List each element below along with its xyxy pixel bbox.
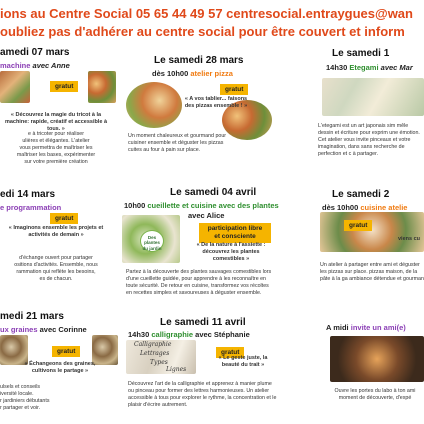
- event2-price-badge: gratut: [220, 84, 248, 95]
- event3-description: L'etegami est un art japonais sim mêle dessin et écriture pour exprim une émotion. Cet atelier vous invite pinceaux et votre imagination, dans sans recherche de perfection et c à partager.: [318, 123, 420, 157]
- event4-price-badge: gratut: [50, 213, 78, 224]
- event7-title: ux graines avec Corinne: [0, 325, 87, 334]
- event6-title: dès 10h00 cuisine atelie: [322, 203, 408, 212]
- event6-date: Le samedi 2: [332, 189, 390, 200]
- event2-date: Le samedi 28 mars: [154, 55, 244, 66]
- event2-quote: « A vos tablier... faisons des pizzas ensemble ! »: [184, 96, 248, 109]
- event1-quote: « Découvrez la magie du tricot à la machine: rapide, créatif et accessible à tous. »: [4, 112, 108, 132]
- event2-description: Un moment chaleureux et gourmand pour cuisiner ensemble et déguster les pizzas cuites au four à pain sur place.: [128, 133, 227, 153]
- event5-with: avec Alice: [188, 211, 225, 220]
- event2-photo-pizza-left: [126, 82, 182, 128]
- event8-date: Le samedi 11 avril: [160, 317, 246, 328]
- event3-title: 14h30 Etegami avec Mar: [326, 63, 413, 72]
- event2-title: dès 10h00 atelier pizza: [152, 69, 233, 78]
- event7-price-badge: gratut: [52, 346, 80, 357]
- event1-photo-left: [0, 71, 30, 103]
- event6-price-badge: gratut: [344, 220, 372, 231]
- event1-date: amedi 07 mars: [0, 47, 70, 58]
- event5-description: Partez à la découverte des plantes sauvages comestibles lors d'une cueillette guidée, pour apprendre à les reconnaître en toute sécurité. De retour en cuisine, transformez vos récoltes en recettes simples et savoureuses à déguster ensemble.: [126, 269, 272, 296]
- event1-description: e à tricoter pour réaliser ulières et élégantes. L'atelier vous permettra de maîtriser les maîtriser les bases, expérimenter sur votre première création: [16, 131, 96, 165]
- event3-date: Le samedi 1: [332, 48, 390, 59]
- event6-activity: cuisine atelie: [360, 203, 408, 212]
- event8-description: Découvrez l'art de la calligraphie et apprenez à manier plume ou pinceau pour former des lettres harmonieuses. Un atelier accessible à tous pour explorer le rythme, la concentration et le plaisir d'écrire autrement.: [128, 381, 277, 408]
- event7-quote: « Échangeons des graines, cultivons le partage »: [24, 361, 96, 374]
- event5-date: Le samedi 04 avril: [170, 187, 257, 198]
- event8-activity: calligraphie: [151, 330, 194, 339]
- event6-quote: viens cu: [398, 236, 421, 242]
- event3-activity: Etegami: [349, 63, 379, 72]
- event7-activity: ux graines: [0, 325, 38, 334]
- header-contact-line: ions au Centre Social 05 65 44 49 57 centresocial.entraygues@wan: [0, 6, 413, 21]
- event8-title: 14h30 calligraphie avec Stéphanie: [128, 330, 250, 339]
- event2-activity: atelier pizza: [190, 69, 233, 78]
- event5-title: 10h00 cueillette et cuisine avec des plantes: [124, 201, 279, 210]
- event8-calli-line4: Lignes: [166, 366, 187, 373]
- event5-circle-logo: Des plantes du jardin: [140, 230, 164, 252]
- event4-description: d'échange ouvert pour partager ositions d'activités. Ensemble, nous rammation qui reflète les besoins, es de chacun.: [14, 255, 98, 282]
- event4-activity: e programmation: [0, 203, 62, 212]
- event8-quote: « Le geste juste, la beauté du trait »: [218, 355, 268, 368]
- event5-price-badge: participation libre et consciente: [199, 223, 271, 243]
- event5-quote: « De la nature à l'assiette : découvrez les plantes comestibles »: [196, 242, 266, 262]
- event1-activity: machine: [0, 61, 31, 70]
- event4-date: edi 14 mars: [0, 189, 56, 200]
- event9-description: Ouvre les portes du labo à ton ami moment de découverte, d'expé: [334, 388, 416, 401]
- event6-description: Un atelier à partager entre ami et déguster les pizzas sur place. pizzas maison, de la pâte à la ga ambiance détendue et gourman: [320, 262, 424, 282]
- header-membership-line: oubliez pas d'adhérer au centre social pour être couvert et inform: [0, 24, 405, 39]
- event8-calli-line1: Calligraphie: [134, 341, 172, 348]
- event9-photo: [330, 336, 424, 382]
- event1-photo-right: [88, 71, 116, 103]
- event8-calli-line3: Types: [150, 359, 168, 366]
- event7-date: medi 21 mars: [0, 311, 64, 322]
- event3-photo-etegami: [322, 78, 424, 116]
- event9-title: A midi invite un ami(e): [326, 323, 406, 332]
- event4-quote: « Imaginons ensemble les projets et activités de demain »: [8, 225, 104, 238]
- event6-photo: [320, 212, 424, 252]
- event1-title: [0, 61, 70, 70]
- event5-activity: cueillette et cuisine avec des plantes: [147, 201, 279, 210]
- event9-activity: invite un ami(e): [350, 323, 406, 332]
- event8-price-badge: gratut: [216, 347, 244, 358]
- event8-calli-line2: Lettrages: [140, 350, 170, 357]
- event1-price-badge: gratut: [50, 81, 78, 92]
- event7-description: ulsels et conseils iversité locale. r jardiniers débutants r partager et voir.: [0, 384, 50, 411]
- event1-with: avec Anne: [32, 61, 70, 70]
